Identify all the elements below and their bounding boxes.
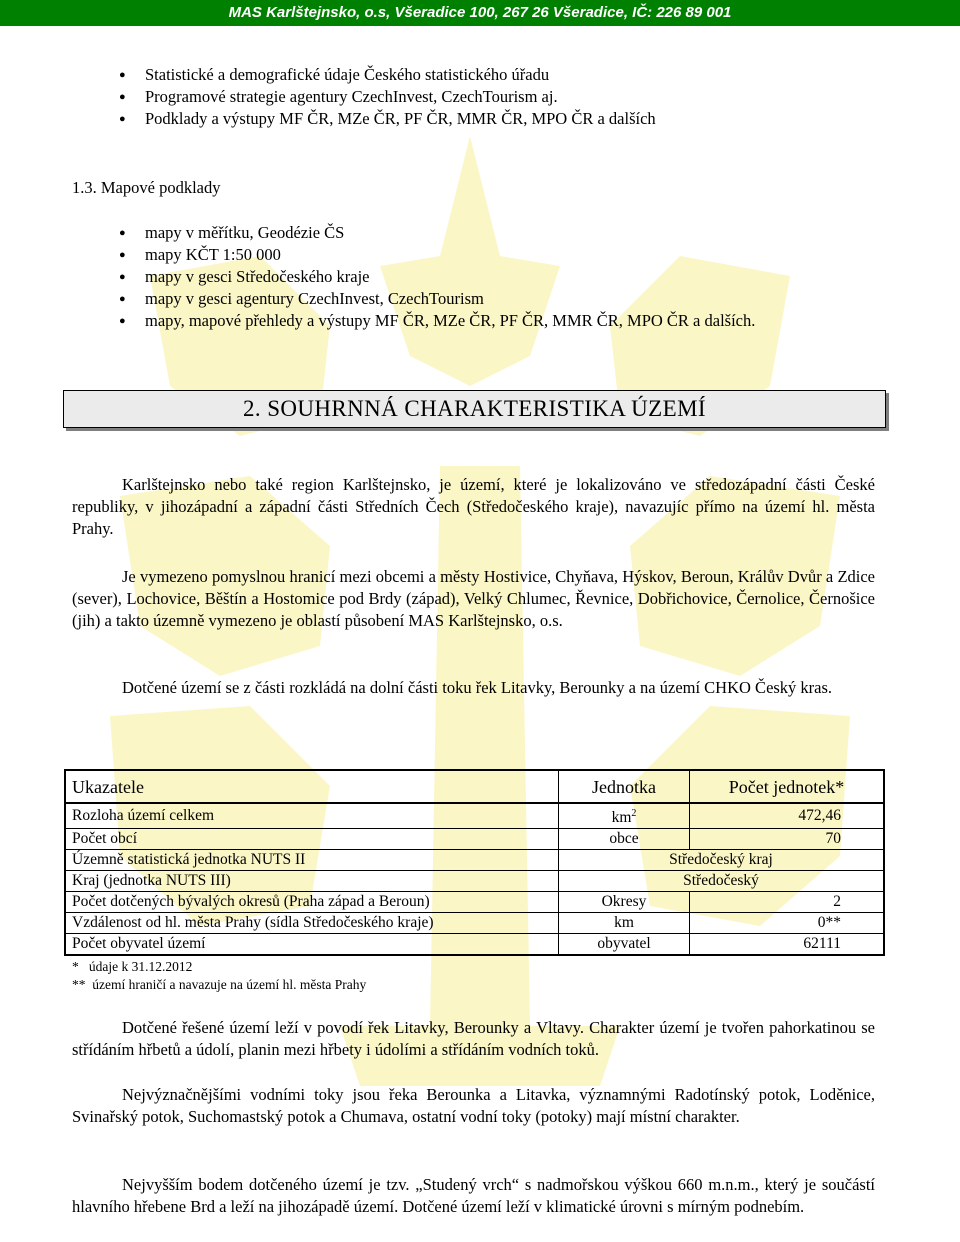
column-header: Ukazatele bbox=[65, 770, 559, 803]
table-notes bbox=[72, 958, 366, 994]
indicators-table bbox=[64, 769, 885, 956]
table-row: Počet obyvatel území obyvatel 62111 bbox=[65, 934, 884, 956]
paragraph: Je vymezeno pomyslnou hranicí mezi obcemi a městy Hostivice, Chyňava, Hýskov, Beroun, Králův Dvůr a Zdice (sever), Lochovice, Běštín a Hostomice pod Brdy (západ), Velký Chlumec, Řevnice, Dobřichovice, Černolice, Černošice (jih) a takto územně vymezeno je oblastí působení MAS Karlštejnsko, o.s. bbox=[72, 567, 875, 630]
bullet-dot-icon: ● bbox=[119, 227, 126, 239]
bullet-dot-icon: ● bbox=[119, 315, 126, 327]
section-2-title: 2. SOUHRNNÁ CHARAKTERISTIKA ÚZEMÍ bbox=[243, 396, 706, 421]
list-item: ● mapy, mapové přehledy a výstupy MF ČR, MZe ČR, PF ČR, MMR ČR, MPO ČR a dalších. bbox=[119, 311, 756, 330]
list-item: ● mapy v měřítku, Geodézie ČS bbox=[119, 223, 345, 242]
list-item: ● mapy KČT 1:50 000 bbox=[119, 245, 281, 264]
footnote: * údaje k 31.12.2012 bbox=[72, 959, 193, 974]
table-header-row bbox=[65, 770, 884, 803]
table-row: Vzdálenost od hl. města Prahy (sídla Středočeského kraje) km 0** bbox=[65, 913, 884, 934]
bullet-dot-icon: ● bbox=[119, 91, 126, 103]
list-item: ● Podklady a výstupy MF ČR, MZe ČR, PF ČR, MMR ČR, MPO ČR a dalších bbox=[119, 109, 656, 128]
bullet-dot-icon: ● bbox=[119, 293, 126, 305]
maps-list bbox=[119, 222, 755, 332]
header-text: MAS Karlštejnsko, o.s, Všeradice 100, 267 26 Všeradice, IČ: 226 89 001 bbox=[228, 4, 732, 21]
section-1-3-heading: 1.3. Mapové podklady bbox=[72, 178, 221, 197]
paragraph: Nejvyšším bodem dotčeného území je tzv. „Studený vrch“ s nadmořskou výškou 660 m.n.m., který je součástí hlavního hřebene Brd a leží na jihozápadě území. Dotčené území leží v klimatické úrovni s mírným podnebím. bbox=[72, 1175, 875, 1216]
table-row: Rozloha území celkem $km^2$ 472,46 bbox=[65, 803, 884, 829]
paragraph: Dotčené území se z části rozkládá na dolní části toku řek Litavky, Berounky a na území CHKO Český kras. bbox=[122, 678, 833, 697]
paragraph: Nejvýznačnějšími vodními toky jsou řeka Berounka a Litavka, významnými Radotínský potok, Loděnice, Svinařský potok, Suchomastský potok a Chumava, ostatní vodní toky (potoky) mají místní charakter. bbox=[72, 1085, 875, 1126]
column-header: Počet jednotek* bbox=[690, 770, 885, 803]
table-row: Počet obcí obce 70 bbox=[65, 829, 884, 850]
table-row: Kraj (jednotka NUTS III) Středočeský bbox=[65, 871, 884, 892]
list-item: ● mapy v gesci agentury CzechInvest, CzechTourism bbox=[119, 289, 484, 308]
table-row: Počet dotčených bývalých okresů (Praha západ a Beroun) Okresy 2 bbox=[65, 892, 884, 913]
bullet-dot-icon: ● bbox=[119, 249, 126, 261]
paragraph: Dotčené řešené území leží v povodí řek Litavky, Berounky a Vltavy. Charakter území je tvořen pahorkatinou se střídáním hřbetů a údolí, planin mezi hřbety i údolími a střídáním vodních toků. bbox=[72, 1018, 875, 1059]
bullet-dot-icon: ● bbox=[119, 271, 126, 283]
sources-list bbox=[119, 64, 656, 130]
bullet-dot-icon: ● bbox=[119, 69, 126, 81]
list-item: ● mapy v gesci Středočeského kraje bbox=[119, 267, 370, 286]
list-item: ● Statistické a demografické údaje Českého statistického úřadu bbox=[119, 65, 550, 84]
paragraph: Karlštejnsko nebo také region Karlštejnsko, je území, které je lokalizováno ve středozápadní části České republiky, v jihozápadní a západní části Středních Čech (Středočeského kraje), navazujíc přímo na území hl. města Prahy. bbox=[72, 475, 875, 538]
table-row: Územně statistická jednotka NUTS II Středočeský kraj bbox=[65, 850, 884, 871]
footnote: ** území hraničí a navazuje na území hl. města Prahy bbox=[72, 977, 367, 992]
bullet-dot-icon: ● bbox=[119, 113, 126, 125]
section-2-heading bbox=[63, 390, 886, 428]
list-item: ● Programové strategie agentury CzechInvest, CzechTourism aj. bbox=[119, 87, 558, 106]
column-header: Jednotka bbox=[559, 770, 690, 803]
